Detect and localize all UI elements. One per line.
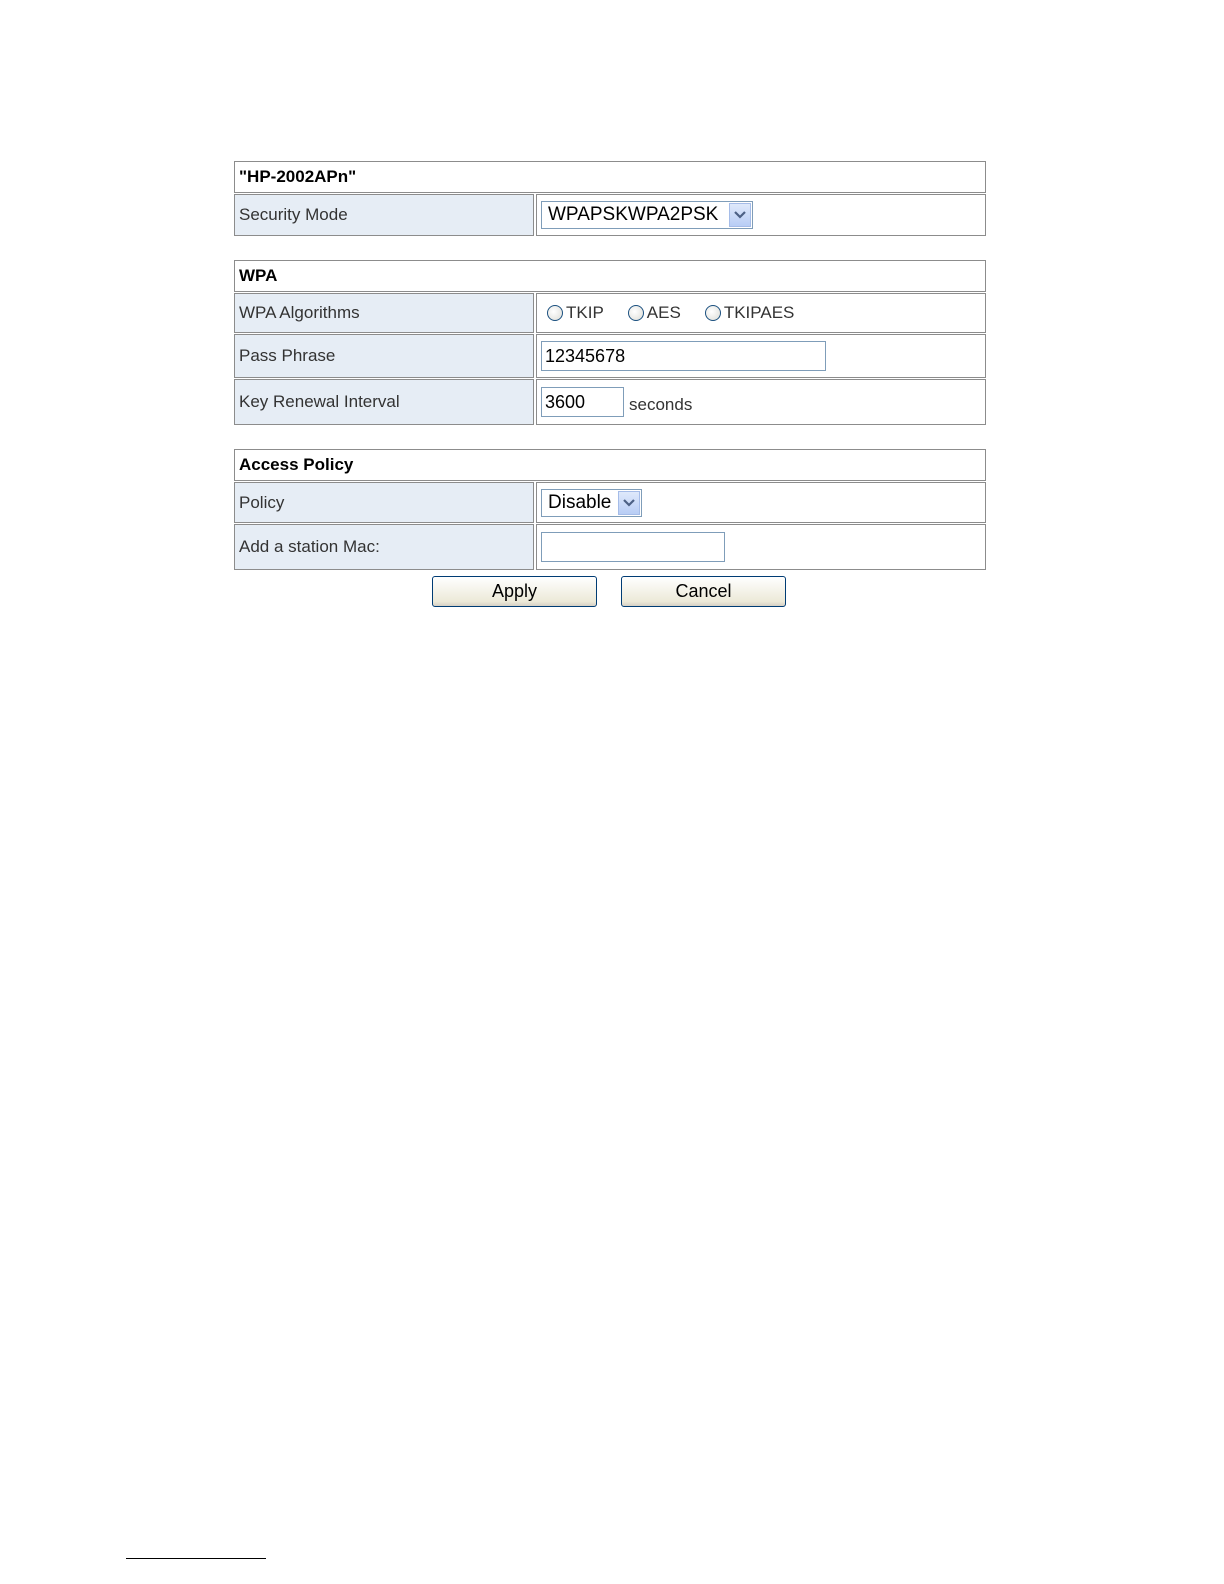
security-mode-label-text: Security Mode [239,205,348,224]
pass-phrase-value-cell [536,334,986,378]
key-renewal-unit: seconds [629,395,693,414]
station-mac-row [234,524,986,570]
security-mode-selected: WPAPSKWPA2PSK [548,204,719,225]
wpa-algorithms-label [234,293,534,333]
key-renewal-label-text: Key Renewal Interval [239,392,400,411]
security-mode-select[interactable] [541,201,753,229]
access-policy-section-title: Access Policy [234,449,986,481]
cancel-button[interactable]: Cancel [621,576,786,607]
wpa-algorithms-row [234,293,986,333]
station-mac-input[interactable] [541,532,725,562]
security-mode-value-cell [536,194,986,236]
key-renewal-input[interactable]: 3600 [541,387,624,417]
radio-unchecked-icon[interactable] [547,305,563,321]
footnote-divider [126,1558,266,1559]
ssid-section-title: "HP-2002APn" [234,161,986,193]
security-mode-label [234,194,534,236]
policy-label-text: Policy [239,492,285,512]
wpa-section [234,260,986,425]
radio-aes[interactable] [622,303,681,323]
pass-phrase-label [234,334,534,378]
policy-row [234,482,986,523]
chevron-down-icon[interactable] [618,491,640,515]
wpa-algorithms-value-cell [536,293,986,333]
radio-tkipaes[interactable] [699,303,795,323]
radio-tkipaes-label: TKIPAES [723,303,795,322]
pass-phrase-row [234,334,986,378]
key-renewal-value-cell [536,379,986,425]
access-policy-section [234,449,986,570]
station-mac-value-cell [536,524,986,570]
policy-select[interactable] [541,489,642,517]
pass-phrase-input[interactable]: 12345678 [541,341,826,371]
policy-label [234,482,534,523]
key-renewal-label [234,379,534,425]
ssid-section [234,161,986,236]
wpa-section-title: WPA [234,260,986,292]
station-mac-label [234,524,534,570]
policy-selected: Disable [548,491,612,513]
key-renewal-row [234,379,986,425]
radio-tkip-label: TKIP [566,303,604,322]
policy-value-cell [536,482,986,523]
wpa-algorithms-radio-group [541,303,812,323]
pass-phrase-label-text: Pass Phrase [239,346,336,365]
radio-tkip[interactable] [541,303,604,323]
security-mode-row [234,194,986,236]
radio-unchecked-icon[interactable] [628,305,644,321]
station-mac-label-text: Add a station Mac: [239,537,380,556]
apply-button[interactable]: Apply [432,576,597,607]
chevron-down-icon[interactable] [729,203,751,227]
radio-unchecked-icon[interactable] [705,305,721,321]
wpa-algorithms-label-text: WPA Algorithms [239,303,360,322]
radio-aes-label: AES [646,303,681,322]
